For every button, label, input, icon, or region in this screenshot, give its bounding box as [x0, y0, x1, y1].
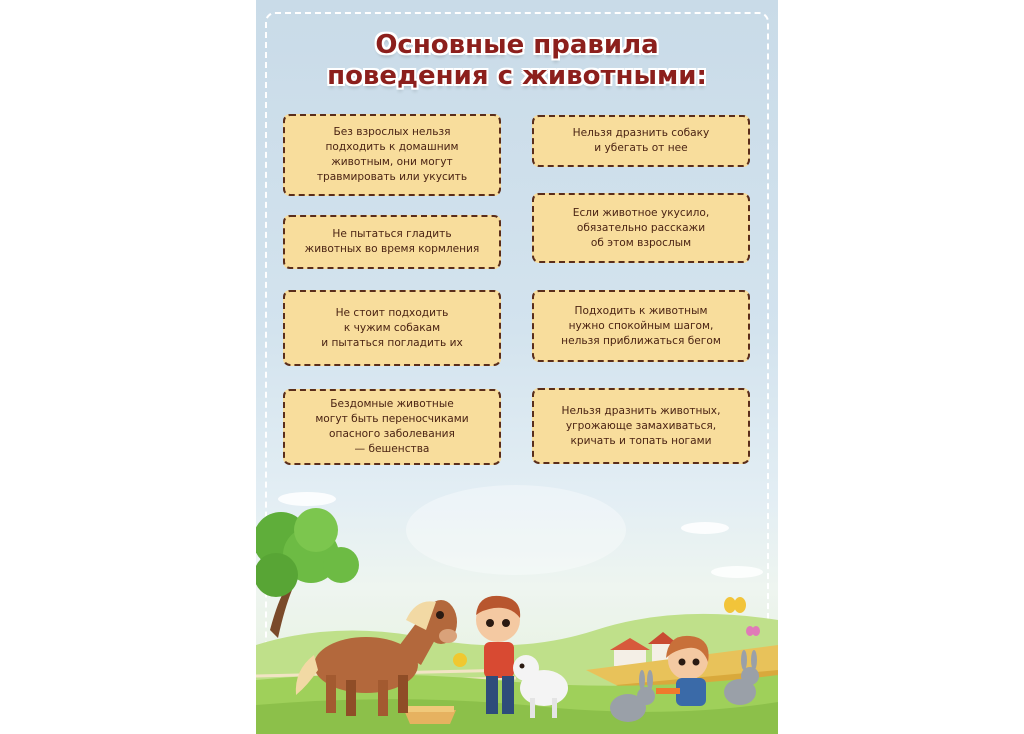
rule-text-5: Не стоит подходить к чужим собакам и пытаться погладить их — [321, 306, 463, 349]
title-line-1: Основные правила — [375, 30, 659, 60]
hay-trough-icon — [404, 706, 456, 724]
rule-text-4: Если животное укусило, обязательно расскажи об этом взрослым — [572, 206, 710, 249]
rule-card-4 — [532, 193, 750, 263]
farm-illustration — [256, 470, 778, 734]
rule-text-3: Не пытаться гладить животных во время кормления — [304, 228, 480, 255]
rule-text-6: Подходить к животным нужно спокойным шагом, нельзя приближаться бегом — [561, 304, 721, 347]
rule-text-7: Бездомные животные могут быть переносчиками опасного заболевания — бешенства — [315, 398, 469, 455]
page-title — [256, 30, 778, 92]
rule-text-2: Нельзя дразнить собаку и убегать от нее — [572, 127, 710, 154]
rule-text-1: Без взрослых нельзя подходить к домашним животным, они могут травмировать или укусить — [316, 126, 468, 183]
rule-text-8: Нельзя дразнить животных, угрожающе замахиваться, кричать и топать ногами — [561, 404, 721, 447]
title-line-2: поведения с животными: — [327, 61, 707, 91]
butterfly-icon — [724, 597, 746, 613]
rule-card-6 — [532, 290, 750, 362]
poster — [256, 0, 778, 734]
tree-icon — [256, 508, 359, 638]
rule-card-1 — [283, 114, 501, 196]
rule-card-2 — [532, 115, 750, 167]
rule-card-7 — [283, 389, 501, 465]
rule-card-8 — [532, 388, 750, 464]
rule-card-3 — [283, 215, 501, 269]
rule-card-5 — [283, 290, 501, 366]
